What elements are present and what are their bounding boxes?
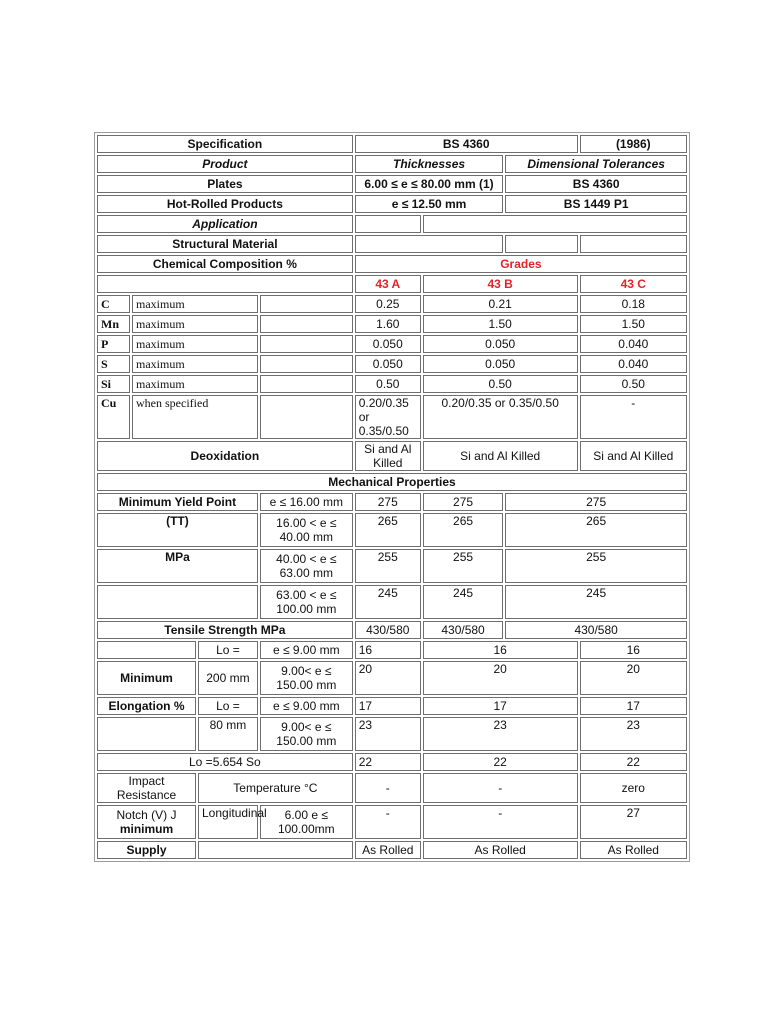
row-mechanical-title — [97, 473, 687, 491]
deoxidation-43c: Si and Al Killed — [580, 441, 687, 471]
yield-mpa-label: MPa — [97, 549, 258, 583]
tensile-43c: 430/580 — [505, 621, 687, 639]
element-symbol: Si — [97, 375, 130, 393]
chem-value-43c: 0.50 — [580, 375, 687, 393]
elongation-empty-cell — [97, 641, 196, 659]
chem-value-43a: 0.050 — [355, 355, 421, 373]
deoxidation-43b: Si and Al Killed — [423, 441, 578, 471]
yield-row — [97, 585, 687, 619]
yield-43a: 275 — [355, 493, 421, 511]
row-lo-so — [97, 753, 687, 771]
supply-43b: As Rolled — [423, 841, 578, 859]
elongation-43a: 16 — [355, 641, 421, 659]
plates-label: Plates — [97, 175, 353, 193]
spec-grid — [95, 133, 689, 861]
notch-thickness-range: 6.00 e ≤ 100.00mm — [260, 805, 353, 839]
yield-43a: 255 — [355, 549, 421, 583]
element-symbol: C — [97, 295, 130, 313]
chem-value-43b: 0.050 — [423, 335, 578, 353]
element-symbol: Mn — [97, 315, 130, 333]
grade-43b: 43 B — [423, 275, 578, 293]
element-symbol: P — [97, 335, 130, 353]
elongation-43b: 23 — [423, 717, 578, 751]
yield-tt-label: (TT) — [97, 513, 258, 547]
yield-row — [97, 549, 687, 583]
chem-empty-cell — [260, 395, 353, 439]
chem-empty-cell — [260, 375, 353, 393]
lo-so-43a: 22 — [355, 753, 421, 771]
row-deoxidation — [97, 441, 687, 471]
row-plates — [97, 175, 687, 193]
chem-empty-cell — [260, 295, 353, 313]
tensile-43a: 430/580 — [355, 621, 421, 639]
longitudinal-label: Longitudinal — [198, 805, 258, 839]
specification-label: Specification — [97, 135, 353, 153]
chem-row-mn — [97, 315, 687, 333]
element-symbol: S — [97, 355, 130, 373]
temperature-43a: - — [355, 773, 421, 803]
hot-rolled-tolerance: BS 1449 P1 — [505, 195, 687, 213]
thickness-range: 63.00 < e ≤ 100.00 mm — [260, 585, 353, 619]
row-impact — [97, 773, 687, 803]
tolerances-label: Dimensional Tolerances — [505, 155, 687, 173]
elongation-row — [97, 717, 687, 751]
chem-value-43c: - — [580, 395, 687, 439]
chem-empty-cell — [260, 355, 353, 373]
elongation-43c: 20 — [580, 661, 687, 695]
plates-thickness: 6.00 ≤ e ≤ 80.00 mm (1) — [355, 175, 504, 193]
specification-year: (1986) — [580, 135, 687, 153]
row-specification — [97, 135, 687, 153]
element-limit: maximum — [132, 315, 258, 333]
thickness-range: e ≤ 9.00 mm — [260, 641, 353, 659]
notch-minimum-text: minimum — [119, 822, 174, 836]
row-notch — [97, 805, 687, 839]
notch-43a: - — [355, 805, 421, 839]
hot-rolled-label: Hot-Rolled Products — [97, 195, 353, 213]
mechanical-title: Mechanical Properties — [97, 473, 687, 491]
row-application — [97, 215, 687, 233]
yield-empty-cell — [97, 585, 258, 619]
hot-rolled-thickness: e ≤ 12.50 mm — [355, 195, 504, 213]
elongation-43b: 20 — [423, 661, 578, 695]
chem-value-43c: 1.50 — [580, 315, 687, 333]
specification-value: BS 4360 — [355, 135, 578, 153]
deoxidation-43a: Si and Al Killed — [355, 441, 421, 471]
yield-43b: 245 — [423, 585, 504, 619]
supply-43a: As Rolled — [355, 841, 421, 859]
row-hot-rolled — [97, 195, 687, 213]
elongation-43c: 17 — [580, 697, 687, 715]
product-label: Product — [97, 155, 353, 173]
steel-spec-table — [94, 132, 690, 862]
yield-row — [97, 513, 687, 547]
tensile-label: Tensile Strength MPa — [97, 621, 353, 639]
yield-43b: 265 — [423, 513, 504, 547]
minimum-label: Minimum — [97, 661, 196, 695]
supply-empty-cell — [198, 841, 353, 859]
chem-value-43a: 0.25 — [355, 295, 421, 313]
element-symbol: Cu — [97, 395, 130, 439]
yield-43a: 245 — [355, 585, 421, 619]
yield-43b: 275 — [423, 493, 504, 511]
supply-label: Supply — [97, 841, 196, 859]
yield-label: Minimum Yield Point — [97, 493, 258, 511]
elongation-row — [97, 641, 687, 659]
structural-label: Structural Material — [97, 235, 353, 253]
row-structural — [97, 235, 687, 253]
chem-row-cu — [97, 395, 687, 439]
chem-value-43b: 0.21 — [423, 295, 578, 313]
lo-length: 80 mm — [198, 717, 258, 751]
temperature-43b: - — [423, 773, 578, 803]
notch-label-text: Notch (V) J — [116, 808, 177, 822]
structural-empty-cell — [505, 235, 577, 253]
supply-43c: As Rolled — [580, 841, 687, 859]
thickness-range: 40.00 < e ≤ 63.00 mm — [260, 549, 353, 583]
element-limit: maximum — [132, 295, 258, 313]
grades-empty-cell — [97, 275, 353, 293]
element-limit: maximum — [132, 355, 258, 373]
yield-43c: 245 — [505, 585, 687, 619]
chem-value-43a: 0.20/0.35 or 0.35/0.50 — [355, 395, 421, 439]
chem-value-43c: 0.040 — [580, 355, 687, 373]
elongation-empty-cell — [97, 717, 196, 751]
chem-row-s — [97, 355, 687, 373]
elongation-43c: 23 — [580, 717, 687, 751]
thicknesses-label: Thicknesses — [355, 155, 504, 173]
yield-43b: 255 — [423, 549, 504, 583]
grade-43a: 43 A — [355, 275, 421, 293]
chem-row-p — [97, 335, 687, 353]
plates-tolerance: BS 4360 — [505, 175, 687, 193]
grade-43c: 43 C — [580, 275, 687, 293]
elongation-label: Elongation % — [97, 697, 196, 715]
chem-row-si — [97, 375, 687, 393]
lo-length: 200 mm — [198, 661, 258, 695]
structural-empty-cell — [580, 235, 687, 253]
row-chemical-header — [97, 255, 687, 273]
thickness-range: 16.00 < e ≤ 40.00 mm — [260, 513, 353, 547]
chem-value-43b: 0.20/0.35 or 0.35/0.50 — [423, 395, 578, 439]
chem-row-c — [97, 295, 687, 313]
row-tensile — [97, 621, 687, 639]
chem-value-43a: 1.60 — [355, 315, 421, 333]
elongation-43b: 16 — [423, 641, 578, 659]
yield-43a: 265 — [355, 513, 421, 547]
lo-label: Lo = — [198, 697, 258, 715]
grades-label: Grades — [355, 255, 687, 273]
chem-empty-cell — [260, 315, 353, 333]
row-supply — [97, 841, 687, 859]
elongation-43a: 20 — [355, 661, 421, 695]
elongation-43c: 16 — [580, 641, 687, 659]
application-label: Application — [97, 215, 353, 233]
elongation-43a: 17 — [355, 697, 421, 715]
chem-value-43c: 0.18 — [580, 295, 687, 313]
yield-row — [97, 493, 687, 511]
yield-43c: 265 — [505, 513, 687, 547]
lo-so-43c: 22 — [580, 753, 687, 771]
notch-43b: - — [423, 805, 578, 839]
lo-so-43b: 22 — [423, 753, 578, 771]
yield-43c: 275 — [505, 493, 687, 511]
element-limit: when specified — [132, 395, 258, 439]
structural-empty-cell — [355, 235, 504, 253]
chem-value-43b: 0.050 — [423, 355, 578, 373]
application-empty-cell — [355, 215, 421, 233]
element-limit: maximum — [132, 375, 258, 393]
thickness-range: 9.00< e ≤ 150.00 mm — [260, 661, 353, 695]
elongation-row — [97, 697, 687, 715]
chem-value-43a: 0.050 — [355, 335, 421, 353]
notch-label — [97, 805, 196, 839]
chem-value-43c: 0.040 — [580, 335, 687, 353]
yield-43c: 255 — [505, 549, 687, 583]
notch-43c: 27 — [580, 805, 687, 839]
lo-so-label: Lo =5.654 So — [97, 753, 353, 771]
thickness-range: e ≤ 16.00 mm — [260, 493, 353, 511]
element-limit: maximum — [132, 335, 258, 353]
row-grades — [97, 275, 687, 293]
temperature-43c: zero — [580, 773, 687, 803]
chem-value-43a: 0.50 — [355, 375, 421, 393]
thickness-range: e ≤ 9.00 mm — [260, 697, 353, 715]
elongation-43a: 23 — [355, 717, 421, 751]
impact-label: Impact Resistance — [97, 773, 196, 803]
thickness-range: 9.00< e ≤ 150.00 mm — [260, 717, 353, 751]
temperature-label: Temperature °C — [198, 773, 353, 803]
chem-value-43b: 1.50 — [423, 315, 578, 333]
application-empty-cell — [423, 215, 687, 233]
tensile-43b: 430/580 — [423, 621, 504, 639]
lo-label: Lo = — [198, 641, 258, 659]
row-product — [97, 155, 687, 173]
chem-value-43b: 0.50 — [423, 375, 578, 393]
elongation-43b: 17 — [423, 697, 578, 715]
chem-empty-cell — [260, 335, 353, 353]
elongation-row — [97, 661, 687, 695]
chemical-label: Chemical Composition % — [97, 255, 353, 273]
deoxidation-label: Deoxidation — [97, 441, 353, 471]
